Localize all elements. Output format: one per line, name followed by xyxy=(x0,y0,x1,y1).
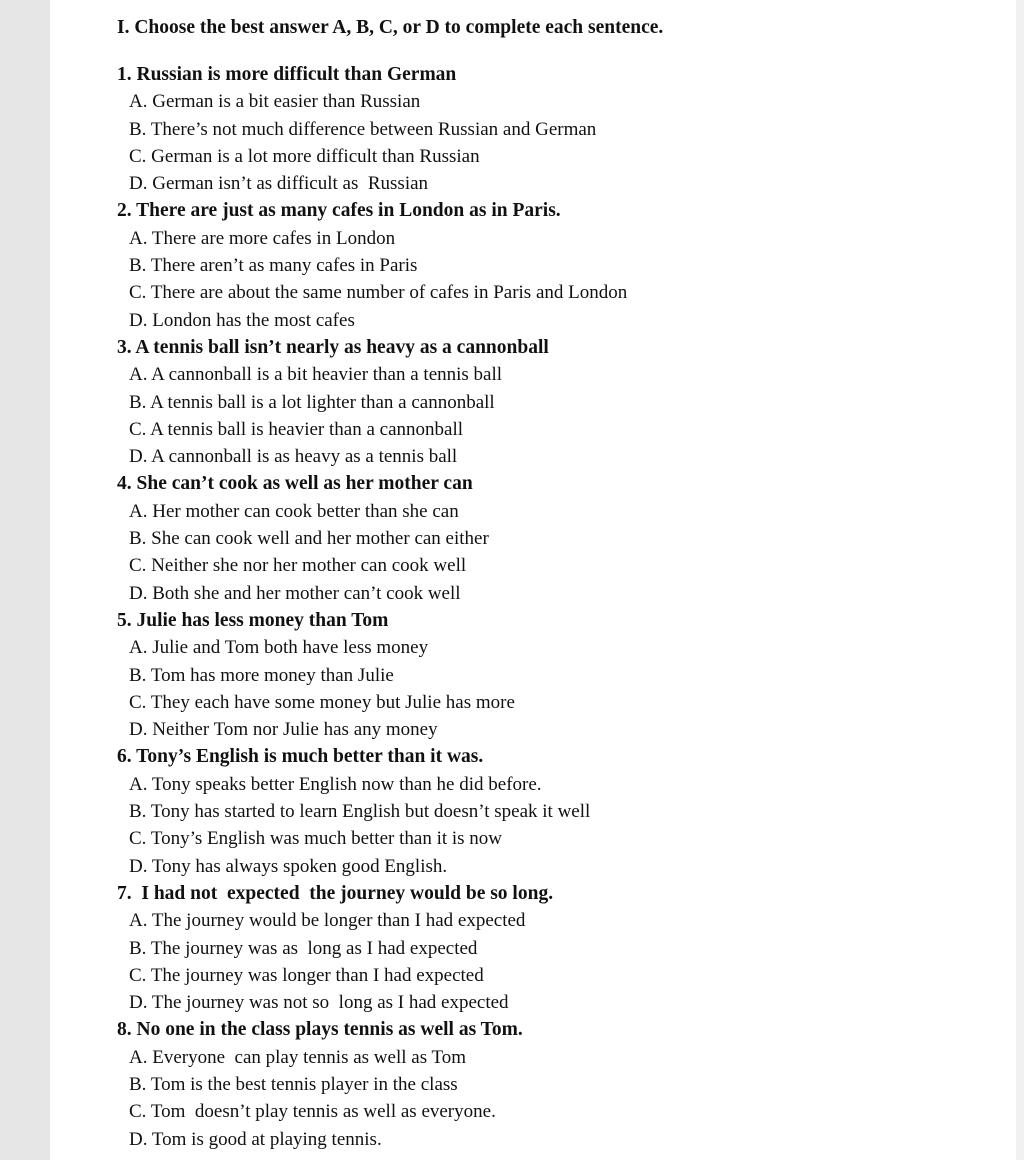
answer-option-b: B. She can cook well and her mother can either xyxy=(129,528,489,550)
answer-option-b: B. A tennis ball is a lot lighter than a cannonball xyxy=(129,391,495,413)
answer-option-a: A. Tony speaks better English now than he did before. xyxy=(129,773,542,795)
question-stem: 1. Russian is more difficult than German xyxy=(117,64,457,85)
answer-option-c: C. There are about the same number of cafes in Paris and London xyxy=(129,282,628,304)
answer-options xyxy=(117,634,977,743)
answer-option-a: A. There are more cafes in London xyxy=(129,227,396,249)
answer-option-a: A. Her mother can cook better than she can xyxy=(129,500,459,522)
question-stem: 3. A tennis ball isn’t nearly as heavy as a cannonball xyxy=(117,336,549,358)
answer-options xyxy=(117,907,977,1016)
answer-option-c: C. A tennis ball is heavier than a cannonball xyxy=(129,418,464,440)
answer-option-d: D. Tony has always spoken good English. xyxy=(129,855,448,877)
question-stem: 8. No one in the class plays tennis as well as Tom. xyxy=(117,1019,523,1041)
question-7 xyxy=(117,880,977,1016)
answer-option-c: C. The journey was longer than I had expected xyxy=(129,964,484,986)
question-5 xyxy=(117,607,977,743)
answer-options xyxy=(117,361,977,470)
question-1 xyxy=(117,61,977,197)
answer-options xyxy=(117,771,977,880)
answer-options xyxy=(117,88,977,197)
answer-option-c: C. Tony’s English was much better than it is now xyxy=(129,828,503,850)
answer-options xyxy=(117,225,977,334)
answer-option-c: C. Tom doesn’t play tennis as well as everyone. xyxy=(129,1101,496,1123)
answer-options xyxy=(117,498,977,607)
question-8 xyxy=(117,1016,977,1152)
question-2 xyxy=(117,197,977,333)
answer-option-b: B. Tony has started to learn English but doesn’t speak it well xyxy=(129,801,591,823)
question-6 xyxy=(117,743,977,879)
answer-option-c: C. German is a lot more difficult than Russian xyxy=(129,145,480,167)
question-stem: 2. There are just as many cafes in London as in Paris. xyxy=(117,200,561,222)
answer-option-d: D. London has the most cafes xyxy=(129,309,355,331)
question-stem: 7. I had not expected the journey would be so long. xyxy=(117,882,554,904)
answer-option-b: B. Tom has more money than Julie xyxy=(129,664,394,686)
question-list xyxy=(117,61,977,1153)
answer-option-b: B. The journey was as long as I had expected xyxy=(129,937,478,959)
viewer-left-margin xyxy=(0,0,50,1160)
answer-option-d: D. German isn’t as difficult as Russian xyxy=(129,173,429,195)
answer-option-a: A. Julie and Tom both have less money xyxy=(129,637,429,659)
answer-option-a: A. The journey would be longer than I had expected xyxy=(129,910,526,932)
question-4 xyxy=(117,470,977,606)
section-heading: I. Choose the best answer A, B, C, or D to complete each sentence. xyxy=(117,17,664,38)
worksheet-page xyxy=(117,14,977,1153)
answer-option-d: D. Tom is good at playing tennis. xyxy=(129,1128,382,1150)
question-stem: 6. Tony’s English is much better than it was. xyxy=(117,746,484,768)
answer-option-c: C. Neither she nor her mother can cook well xyxy=(129,555,467,577)
answer-option-d: D. Both she and her mother can’t cook well xyxy=(129,582,461,604)
answer-option-c: C. They each have some money but Julie has more xyxy=(129,691,515,713)
question-3 xyxy=(117,334,977,470)
answer-option-d: D. The journey was not so long as I had expected xyxy=(129,992,509,1014)
answer-option-d: D. A cannonball is as heavy as a tennis ball xyxy=(129,446,458,468)
answer-option-a: A. A cannonball is a bit heavier than a tennis ball xyxy=(129,364,503,386)
question-stem: 4. She can’t cook as well as her mother can xyxy=(117,473,473,495)
answer-option-b: B. There’s not much difference between Russian and German xyxy=(129,118,597,140)
answer-options xyxy=(117,1044,977,1153)
viewer-right-margin xyxy=(1016,0,1024,1160)
question-stem: 5. Julie has less money than Tom xyxy=(117,609,389,631)
answer-option-b: B. Tom is the best tennis player in the class xyxy=(129,1073,458,1095)
answer-option-a: A. German is a bit easier than Russian xyxy=(129,91,421,113)
answer-option-a: A. Everyone can play tennis as well as Tom xyxy=(129,1046,467,1068)
answer-option-d: D. Neither Tom nor Julie has any money xyxy=(129,719,438,741)
answer-option-b: B. There aren’t as many cafes in Paris xyxy=(129,255,418,277)
